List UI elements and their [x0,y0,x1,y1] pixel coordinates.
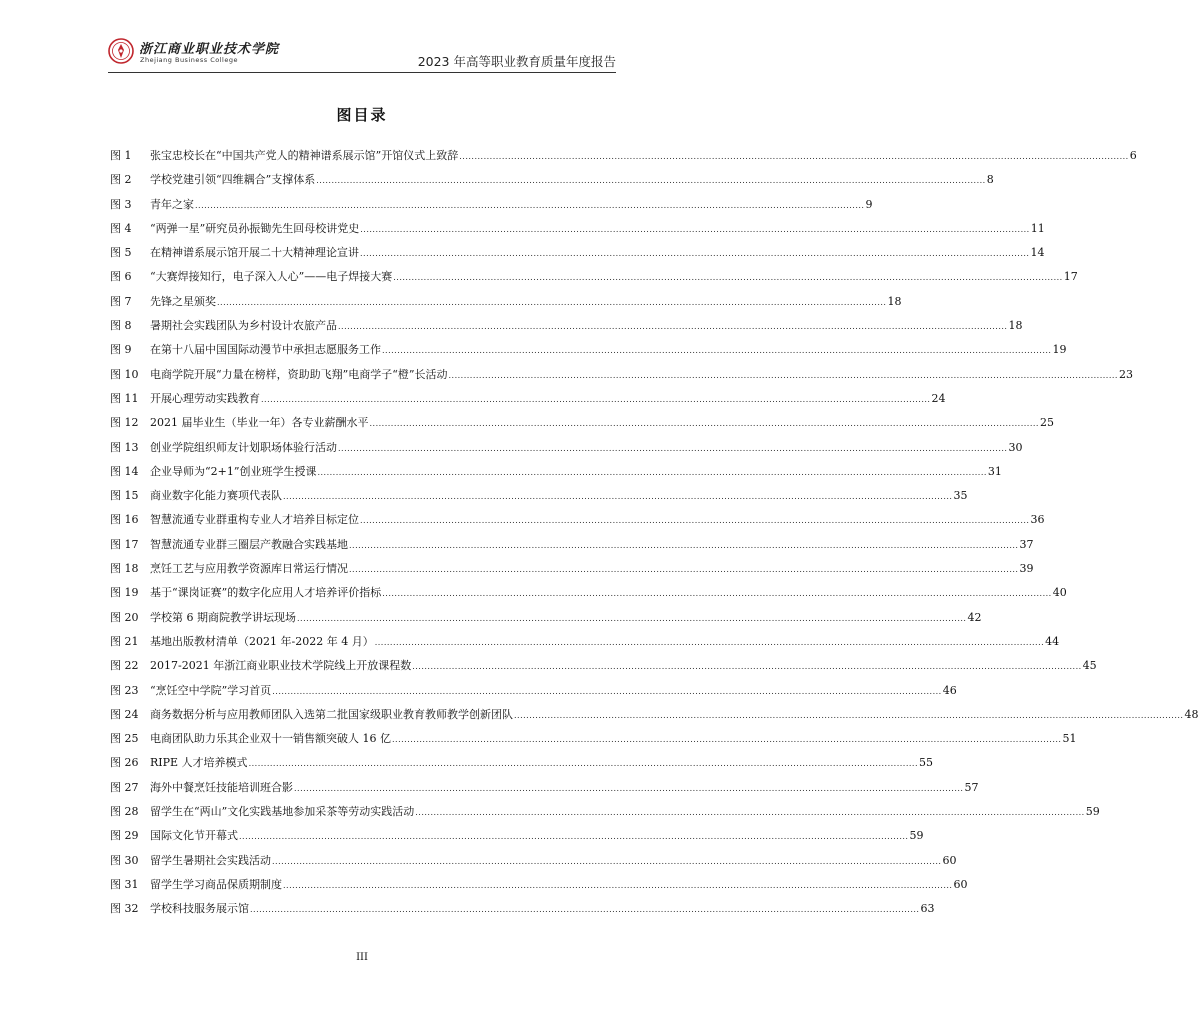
figure-label: 图 20 [110,610,139,624]
figure-label: 图 26 [110,756,139,770]
dot-leader: ............................................................................................................................................................................................................................ [338,322,1008,332]
figure-page-number: 42 [967,610,982,624]
dot-leader: ............................................................................................................................................................................................................................ [360,516,1030,526]
figure-caption: 先锋之星颁奖 [150,294,216,308]
school-name-cn: 浙江商业职业技术学院 [139,42,280,57]
dot-leader: ............................................................................................................................................................................................................................ [195,200,865,210]
dot-leader: ............................................................................................................................................................................................................................ [392,735,1062,745]
toc-entry[interactable] [110,610,982,634]
figure-page-number: 8 [986,173,994,187]
figure-caption: 暑期社会实践团队为乡村设计农旅产品 [150,319,337,333]
figure-caption: 烹饪工艺与应用教学资源库日常运行情况 [150,562,348,576]
figure-label: 图 17 [110,537,139,551]
figure-caption: 电商学院开展“力量在榜样，资助助飞翔”电商学子“橙”长活动 [150,367,448,381]
toc-entry[interactable] [110,731,1077,755]
figure-caption: 留学生学习商品保质期制度 [150,877,282,891]
toc-entry[interactable] [110,245,1045,269]
figure-caption: 张宝忠校长在“中国共产党人的精神谱系展示馆”开馆仪式上致辞 [150,149,459,162]
figure-label: 图 1 [110,149,132,162]
toc-entry[interactable] [110,464,1002,488]
dot-leader: ............................................................................................................................................................................................................................ [360,224,1030,234]
figure-caption: 海外中餐烹饪技能培训班合影 [150,780,293,794]
figure-label: 图 11 [110,391,139,405]
toc-entry[interactable] [110,658,1097,682]
figure-label: 图 2 [110,173,132,187]
figure-caption: 留学生在“两山”文化实践基地参加采茶等劳动实践活动 [150,805,415,819]
dot-leader: ............................................................................................................................................................................................................................ [374,637,1045,647]
figure-label: 图 9 [110,343,132,357]
toc-entry[interactable] [110,367,1133,391]
report-title: 2023 年高等职业教育质量年度报告 [417,54,616,69]
dot-leader: ............................................................................................................................................................................................................................ [369,419,1039,429]
figure-caption: 留学生暑期社会实践活动 [150,853,271,867]
figure-caption: 在第十八届中国国际动漫节中承担志愿服务工作 [150,343,381,357]
figure-page-number: 51 [1062,732,1077,746]
toc-entry[interactable] [110,221,1045,245]
figure-page-number: 63 [920,902,935,916]
toc-entry[interactable] [110,488,968,512]
figure-label: 图 13 [110,440,139,454]
dot-leader: ............................................................................................................................................................................................................................ [514,710,1184,720]
dot-leader: ............................................................................................................................................................................................................................ [297,613,967,623]
dot-leader: ............................................................................................................................................................................................................................ [360,249,1030,259]
figure-caption: 学校党建引领“四维耦合”支撑体系 [150,173,316,187]
toc-entry[interactable] [110,585,1067,609]
figure-page-number: 17 [1063,270,1078,284]
toc-entry[interactable] [110,342,1067,366]
figure-page-number: 44 [1045,634,1060,648]
figure-caption: 学校科技服务展示馆 [150,902,249,916]
figure-page-number: 37 [1019,537,1034,551]
toc-entry[interactable] [110,877,968,901]
figure-page-number: 18 [887,294,902,308]
dot-leader: ............................................................................................................................................................................................................................ [448,370,1118,380]
dot-leader: ............................................................................................................................................................................................................................ [393,273,1063,283]
toc-entry[interactable] [110,755,934,779]
dot-leader: ............................................................................................................................................................................................................................ [349,540,1019,550]
figure-caption: 智慧流通专业群重构专业人才培养目标定位 [150,513,359,527]
figure-page-number: 39 [1019,562,1034,576]
dot-leader: ............................................................................................................................................................................................................................ [338,443,1008,453]
dot-leader: ............................................................................................................................................................................................................................ [217,297,887,307]
dot-leader: ............................................................................................................................................................................................................................ [250,905,920,915]
figure-caption: 电商团队助力乐其企业双十一销售额突破人 16 亿 [150,732,391,746]
figure-page-number: 55 [919,756,934,770]
figure-caption: RIPE 人才培养模式 [150,756,248,770]
figure-caption: 基于“课岗证赛”的数字化应用人才培养评价指标 [150,586,382,600]
figure-label: 图 8 [110,319,132,333]
figure-label: 图 29 [110,829,139,843]
figure-page-number: 45 [1082,659,1097,673]
figure-label: 图 6 [110,270,132,284]
toc-entry[interactable] [110,415,1054,439]
dot-leader: ............................................................................................................................................................................................................................ [261,394,931,404]
figure-page-number: 60 [942,853,957,867]
dot-leader: ............................................................................................................................................................................................................................ [317,467,987,477]
figure-caption: 在精神谱系展示馆开展二十大精神理论宣讲 [150,246,359,260]
dot-leader: ............................................................................................................................................................................................................................ [415,808,1085,818]
toc-entry[interactable] [110,683,957,707]
figure-page-number: 59 [1085,805,1100,819]
dot-leader: ............................................................................................................................................................................................................................ [294,783,964,793]
page-header [108,34,616,74]
school-logo-icon [108,38,134,64]
figure-caption: 2021 届毕业生（毕业一年）各专业薪酬水平 [150,416,369,430]
figure-caption: 商业数字化能力赛项代表队 [150,489,282,503]
figure-caption: 企业导师为“2+1”创业班学生授课 [150,464,317,478]
figure-label: 图 4 [110,221,132,235]
figure-caption: 开展心理劳动实践教育 [150,391,260,405]
figure-label: 图 21 [110,634,139,648]
figure-label: 图 30 [110,853,139,867]
figure-page-number: 40 [1052,586,1067,600]
figure-page-number: 19 [1052,343,1067,357]
figure-label: 图 3 [110,197,132,211]
dot-leader: ............................................................................................................................................................................................................................ [382,589,1052,599]
school-name-en: Zhejiang Business College [140,56,238,64]
toc-entry[interactable] [110,148,1137,172]
figure-label: 图 16 [110,513,139,527]
toc-entry[interactable] [110,828,924,852]
figure-label: 图 28 [110,805,139,819]
dot-leader: ............................................................................................................................................................................................................................ [272,856,942,866]
figure-label: 图 31 [110,877,139,891]
dot-leader: ............................................................................................................................................................................................................................ [412,662,1082,672]
toc-entry[interactable] [110,804,1100,828]
figure-page-number: 24 [931,391,946,405]
figure-caption: “烹饪空中学院”学习首页 [150,683,272,697]
toc-entry[interactable] [110,780,979,804]
figure-caption: “两弹一星”研究员孙振锄先生回母校讲党史 [150,221,360,235]
figure-label: 图 12 [110,416,139,430]
figure-page-number: 25 [1039,416,1054,430]
figure-label: 图 5 [110,246,132,260]
dot-leader: ............................................................................................................................................................................................................................ [459,152,1129,161]
toc-entry[interactable] [110,294,902,318]
figure-page-number: 36 [1030,513,1045,527]
figure-label: 图 32 [110,902,139,916]
toc-entry[interactable] [110,269,1078,293]
figure-label: 图 27 [110,780,139,794]
figure-page-number: 46 [942,683,957,697]
figure-page-number: 57 [964,780,979,794]
figure-label: 图 24 [110,707,139,721]
figure-label: 图 23 [110,683,139,697]
dot-leader: ............................................................................................................................................................................................................................ [349,565,1019,575]
figure-page-number: 59 [909,829,924,843]
figure-page-number: 35 [953,489,968,503]
figure-label: 图 15 [110,489,139,503]
figure-page-number: 31 [987,464,1002,478]
toc-entry[interactable] [110,197,873,221]
dot-leader: ............................................................................................................................................................................................................................ [272,686,942,696]
figure-page-number: 11 [1030,221,1045,235]
figure-caption: 国际文化节开幕式 [150,829,238,843]
dot-leader: ............................................................................................................................................................................................................................ [283,880,953,890]
figure-label: 图 7 [110,294,132,308]
figure-label: 图 22 [110,659,139,673]
toc-entry[interactable] [110,391,946,415]
figure-label: 图 25 [110,732,139,746]
figure-caption: 青年之家 [150,197,194,211]
figure-page-number: 60 [953,877,968,891]
dot-leader: ............................................................................................................................................................................................................................ [382,346,1052,356]
dot-leader: ............................................................................................................................................................................................................................ [239,832,909,842]
dot-leader: ............................................................................................................................................................................................................................ [316,176,986,186]
figure-label: 图 19 [110,586,139,600]
toc-entry[interactable] [110,853,957,877]
figure-caption: 智慧流通专业群三圈层产教融合实践基地 [150,537,348,551]
figure-caption: 基地出版教材清单（2021 年-2022 年 4 月） [150,634,374,648]
figure-page-number: 23 [1118,367,1133,381]
figure-page-number: 18 [1008,319,1023,333]
toc-entry[interactable] [110,707,1198,731]
figure-label: 图 18 [110,562,139,576]
figure-page-number: 48 [1184,707,1198,721]
figure-caption: 创业学院组织师友计划职场体验行活动 [150,440,337,454]
figure-caption: 学校第 6 期商院教学讲坛现场 [150,610,296,624]
figure-caption: 商务数据分析与应用教师团队入选第二批国家级职业教育教师教学创新团队 [150,707,513,721]
toc-entry[interactable] [110,561,1034,585]
figure-page-number: 30 [1008,440,1023,454]
figure-label: 图 10 [110,367,139,381]
figure-list [110,148,1198,926]
header-divider [108,72,616,73]
toc-entry[interactable] [110,172,994,196]
figure-label: 图 14 [110,464,139,478]
page-number: III [356,952,368,963]
figure-page-number: 14 [1030,246,1045,260]
dot-leader: ............................................................................................................................................................................................................................ [283,492,953,502]
toc-entry[interactable] [110,440,1023,464]
toc-entry[interactable] [110,512,1045,536]
figure-page-number: 6 [1129,149,1137,162]
dot-leader: ............................................................................................................................................................................................................................ [248,759,919,769]
toc-entry[interactable] [110,537,1034,561]
figure-page-number: 9 [865,197,873,211]
figure-caption: 2017-2021 年浙江商业职业技术学院线上开放课程数 [150,659,412,673]
toc-entry[interactable] [110,318,1023,342]
toc-entry[interactable] [110,634,1060,658]
toc-title: 图目录 [336,106,388,124]
figure-caption: “大赛焊接知行，电子深入人心”——电子焊接大赛 [150,270,393,284]
toc-entry[interactable] [110,901,935,925]
